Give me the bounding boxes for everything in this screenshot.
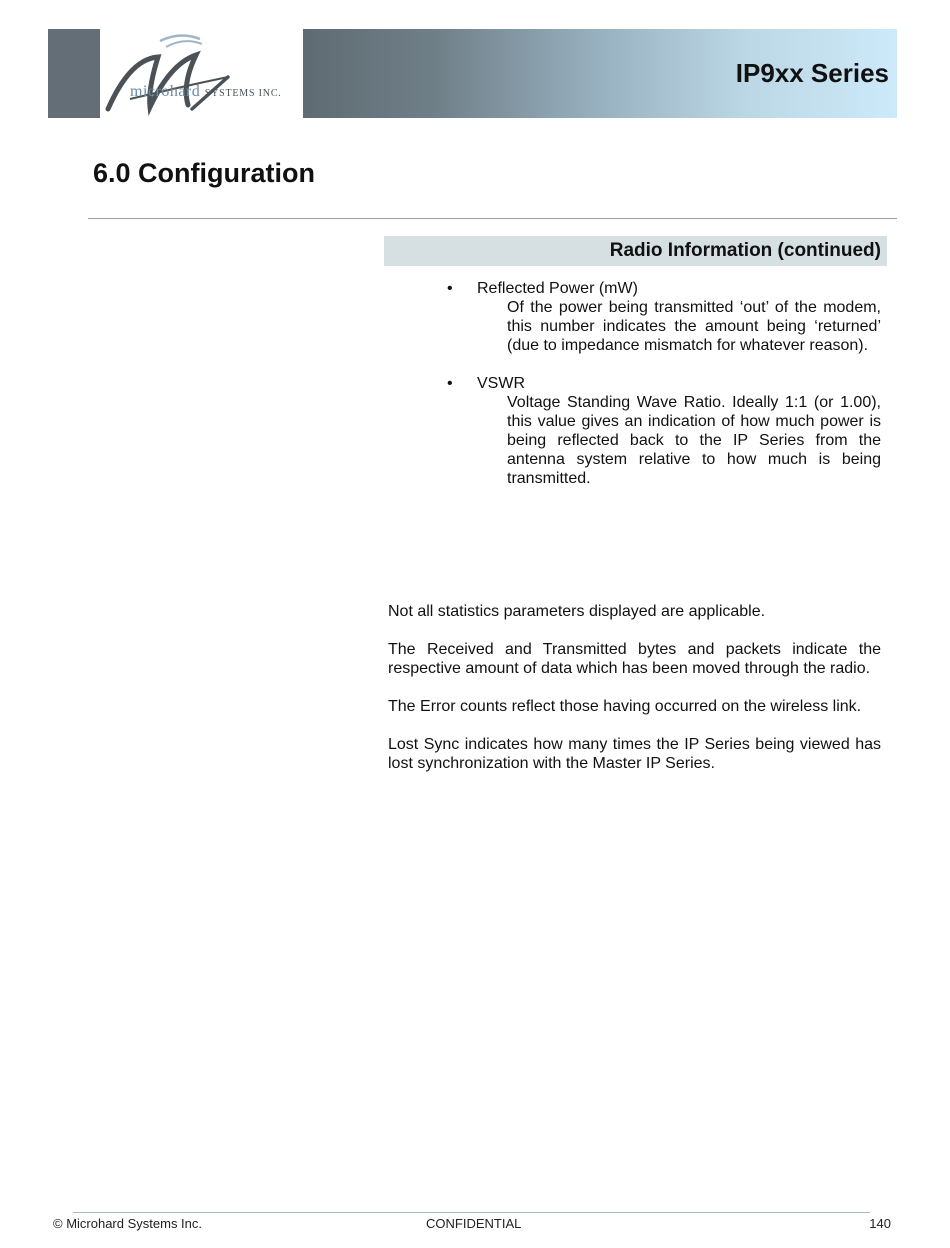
info-box-title: Radio Information (continued) — [609, 240, 881, 261]
bullet-marker: • — [447, 375, 453, 392]
list-item — [447, 279, 881, 355]
body-text — [388, 602, 881, 792]
paragraph: The Error counts reflect those having occurred on the wireless link. — [388, 698, 862, 715]
logo-swoosh-icon — [100, 29, 303, 118]
logo-suffix: SYSTEMS INC. — [204, 88, 282, 99]
section-title: 6.0 Configuration — [93, 158, 315, 188]
series-title: IP9xx Series — [735, 58, 889, 88]
company-logo — [100, 29, 303, 118]
bullet-description: Of the power being transmitted ‘out’ of the modem, this number indicates the amount being ‘returned’ (due to impedance mismatch for whatever reason). — [507, 299, 881, 354]
logo-wordmark — [130, 83, 282, 101]
bullet-label: Reflected Power (mW) — [477, 280, 638, 297]
paragraph: Not all statistics parameters displayed are applicable. — [388, 603, 766, 620]
header-banner — [303, 29, 897, 118]
footer-confidential: CONFIDENTIAL — [426, 1216, 522, 1231]
section-divider — [88, 218, 897, 219]
bullet-description: Voltage Standing Wave Ratio. Ideally 1:1 (or 1.00), this value gives an indication of how much power is being reflected back to the IP Series from the antenna system relative to how much is being transmitted. — [507, 394, 881, 487]
info-box-header — [384, 236, 887, 266]
bullet-list — [447, 279, 881, 488]
paragraph: The Received and Transmitted bytes and packets indicate the respective amount of data which has been moved through the radio. — [388, 641, 881, 677]
page-number: 140 — [869, 1216, 891, 1231]
bullet-marker: • — [447, 280, 453, 297]
footer-divider — [73, 1212, 870, 1213]
footer-copyright: © Microhard Systems Inc. — [53, 1216, 203, 1231]
paragraph: Lost Sync indicates how many times the IP Series being viewed has lost synchronization with the Master IP Series. — [388, 736, 881, 772]
bullet-label: VSWR — [477, 375, 525, 392]
logo-brand: microhard — [130, 83, 201, 100]
header-left-block — [48, 29, 100, 118]
list-item — [447, 374, 881, 488]
